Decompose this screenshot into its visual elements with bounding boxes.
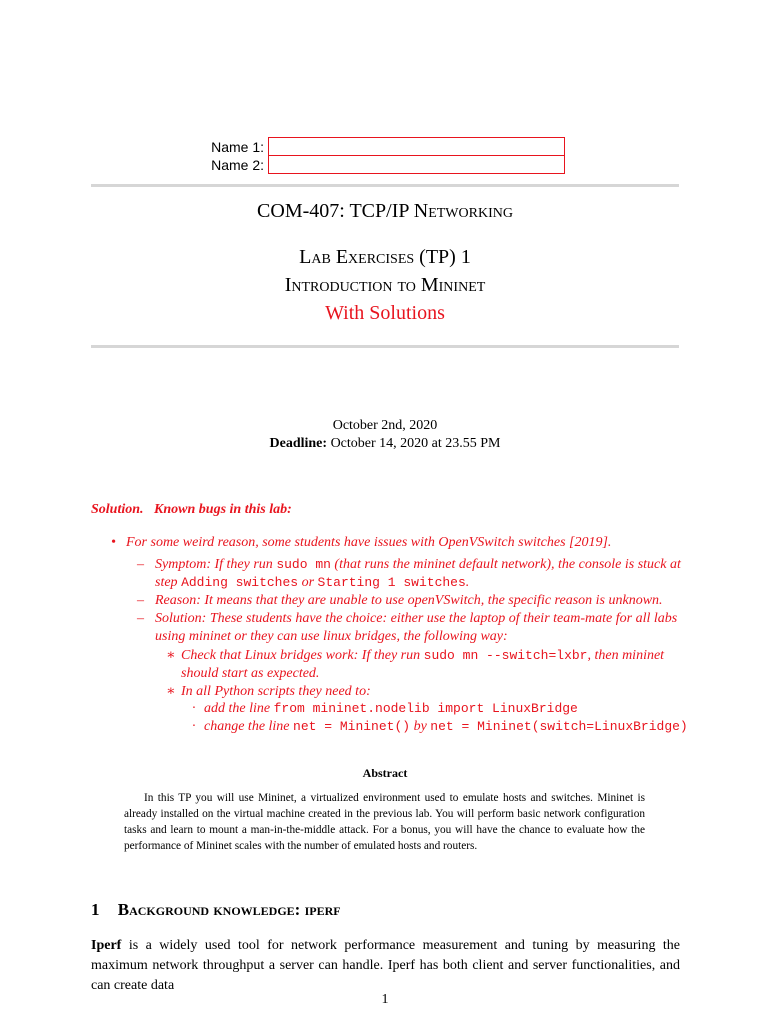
solution-item: Solution: These students have the choice: either use the laptop of their team-mate for all labs using mininet or they can use linux bridges, the following way:: [155, 611, 678, 644]
dash-marker-2: –: [137, 593, 144, 608]
symptom-cmd-sudo-mn: sudo mn: [276, 557, 331, 572]
name1-label: Name 1:: [211, 139, 264, 155]
section-1-number: 1: [91, 900, 100, 919]
solution-label: Solution.: [91, 502, 144, 517]
deadline: [0, 436, 770, 452]
section-1-text: is a widely used tool for network performance measurement and tuning by measuring the maximum network throughput a server can handle. Iperf has both client and server functionalities, and can create data: [91, 938, 681, 993]
symptom-item: [155, 556, 683, 592]
change-line-text-b: by: [413, 719, 427, 734]
deadline-label: Deadline:: [269, 436, 328, 451]
python-item: In all Python scripts they need to:: [181, 684, 371, 699]
lab-title: Lab Exercises (TP) 1: [299, 246, 471, 268]
star-marker-2: ∗: [166, 684, 176, 699]
dash-marker-1: –: [137, 557, 144, 572]
deadline-value: October 14, 2020 at 23.55 PM: [330, 436, 501, 451]
add-line-text: add the line: [204, 701, 271, 716]
known-bugs-heading: Known bugs in this lab:: [154, 502, 292, 517]
name2-label: Name 2:: [211, 157, 264, 173]
iperf-bold: Iperf: [91, 938, 122, 953]
add-line-cmd: from mininet.nodelib import LinuxBridge: [273, 701, 578, 716]
name1-field[interactable]: [268, 137, 565, 156]
check-item: [181, 647, 683, 683]
section-1-heading: [91, 900, 341, 920]
change-line-cmd-old: net = Mininet(): [293, 719, 411, 734]
dot-marker-2: ·: [192, 719, 196, 734]
name2-field[interactable]: [268, 155, 565, 174]
abstract-title: Abstract: [362, 766, 408, 780]
symptom-text-d: .: [465, 575, 470, 590]
course-title: COM-407: TCP/IP Networking: [257, 200, 513, 222]
abstract-body: [124, 790, 645, 854]
change-line-text-a: change the line: [204, 719, 290, 734]
star-marker-1: ∗: [166, 648, 176, 663]
symptom-text-b: (that runs the mininet default network), the console is stuck at step: [155, 557, 681, 590]
bullet-marker: •: [111, 535, 116, 550]
check-cmd-lxbr: sudo mn --switch=lxbr: [423, 648, 588, 663]
top-rule: [91, 184, 679, 187]
abstract-text: In this TP you will use Mininet, a virtualized environment used to emulate hosts and switches. Mininet is already installed on the virtual machine created in the previous lab. You will perform basic network configuration tasks and learn to mount a man-in-the-middle attack. For a bonus, you will have the chance to evaluate how the performance of Mininet scales with the number of emulated hosts and routers.: [124, 792, 645, 852]
add-line-item: [204, 700, 704, 718]
dash-marker-3: –: [137, 611, 144, 626]
solutions-title: With Solutions: [325, 302, 445, 324]
check-text-b: , then mininet should start as expected.: [181, 648, 665, 681]
section-1-body: [91, 936, 680, 996]
symptom-cmd-adding-switches: Adding switches: [181, 575, 299, 590]
symptom-cmd-starting-switches: Starting 1 switches: [317, 575, 466, 590]
dot-marker-1: ·: [192, 701, 196, 716]
page-number: 1: [381, 992, 389, 1007]
reason-item: Reason: It means that they are unable to use openVSwitch, the specific reason is unknown.: [155, 593, 663, 608]
change-line-item: [204, 718, 764, 736]
section-1-title: Background knowledge: iperf: [117, 900, 341, 919]
bottom-rule: [91, 345, 679, 348]
lab-subtitle: Introduction to Mininet: [284, 274, 486, 296]
bullet-openvswitch: For some weird reason, some students have issues with OpenVSwitch switches [2019].: [126, 535, 612, 550]
solution-heading: [91, 502, 292, 518]
check-text-a: Check that Linux bridges work: If they run: [181, 648, 421, 663]
symptom-text-a: Symptom: If they run: [155, 557, 273, 572]
change-line-cmd-new: net = Mininet(switch=LinuxBridge): [430, 719, 688, 734]
symptom-text-c: or: [301, 575, 315, 590]
date: October 2nd, 2020: [332, 418, 438, 433]
